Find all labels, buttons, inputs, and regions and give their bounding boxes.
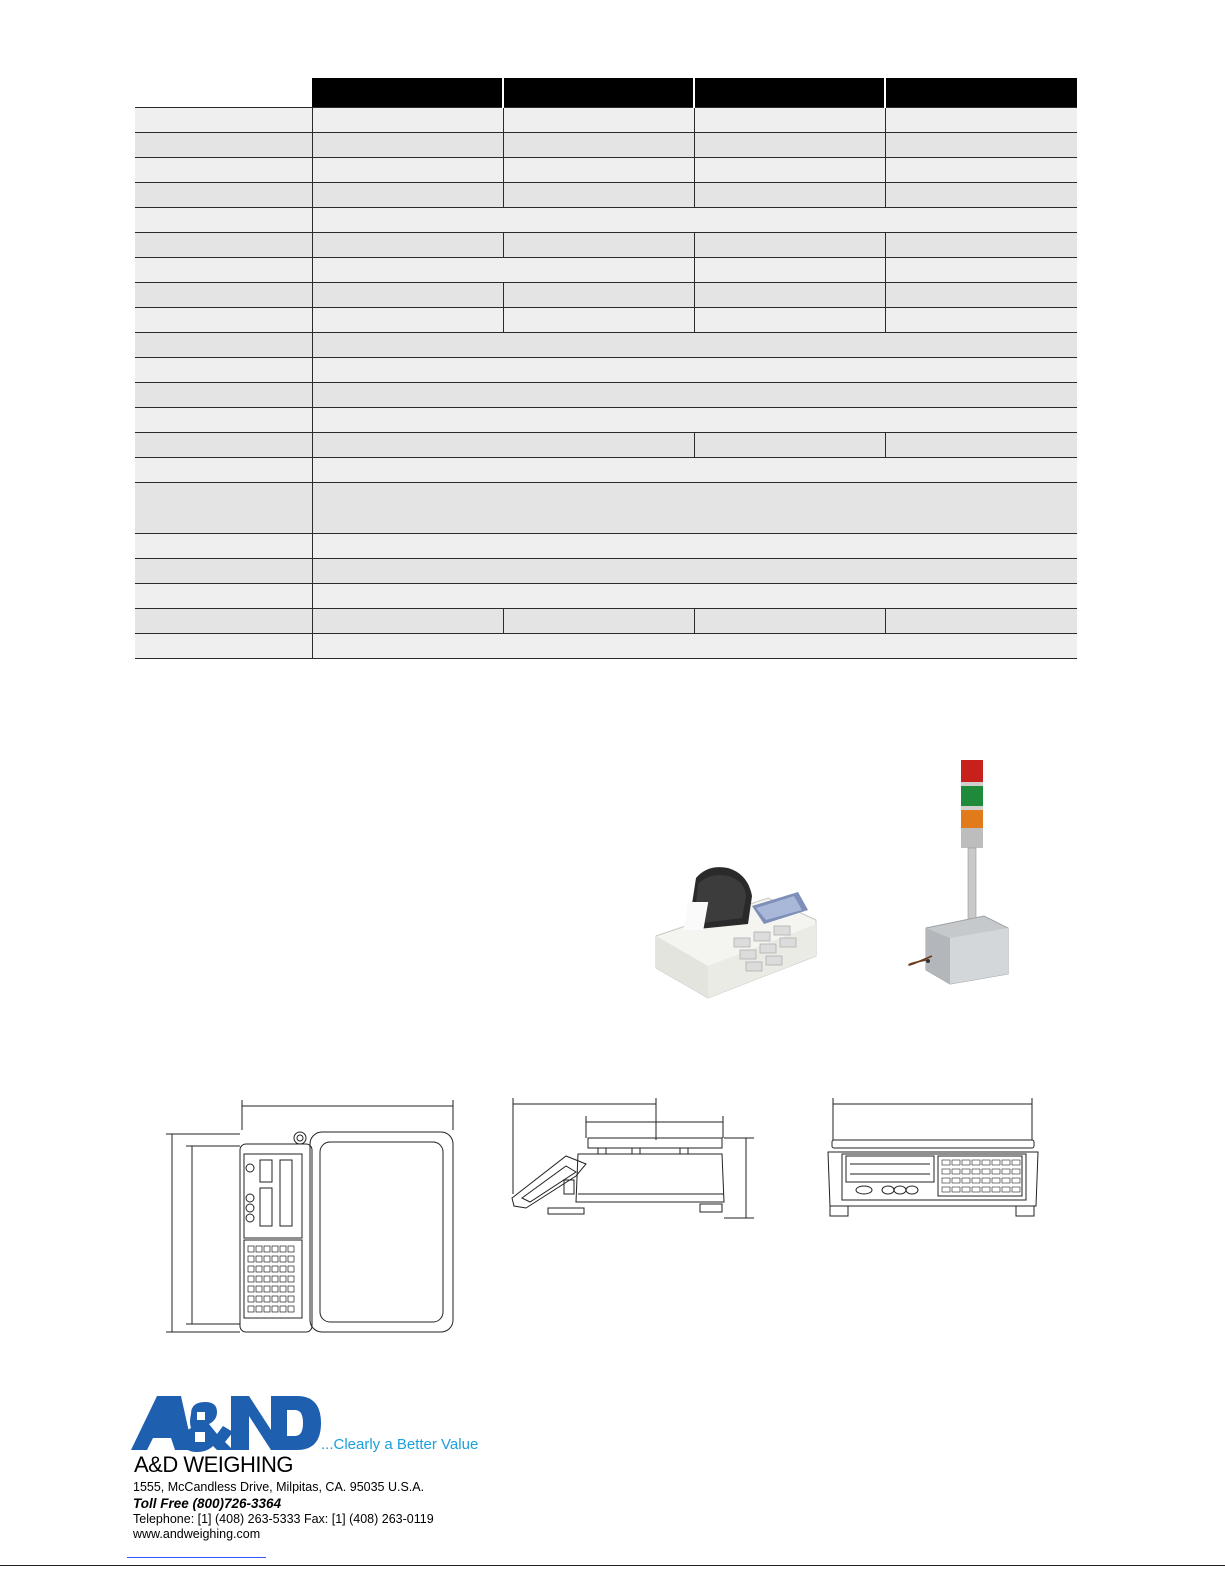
phone-fax: Telephone: [1] (408) 263-5333 Fax: [1] (408) 263-0119 (133, 1512, 434, 1526)
spec-row (135, 408, 1077, 433)
spec-row (135, 158, 1077, 183)
toll-free-number: Toll Free (800)726-3364 (133, 1496, 282, 1511)
company-name: A&D WEIGHING (134, 1452, 294, 1477)
spec-row (135, 208, 1077, 233)
spec-row (135, 308, 1077, 333)
spec-row (135, 584, 1077, 609)
spec-row (135, 333, 1077, 358)
spec-row (135, 183, 1077, 208)
spec-row (135, 383, 1077, 408)
tagline: ...Clearly a Better Value (321, 1436, 479, 1453)
spec-row (135, 233, 1077, 258)
spec-header-col (312, 78, 503, 108)
printer-photo (648, 858, 820, 1000)
spec-header-row (135, 78, 1077, 108)
spec-row (135, 283, 1077, 308)
spec-header-blank (135, 78, 312, 108)
spec-row (135, 108, 1077, 133)
spec-header-col (694, 78, 885, 108)
spec-row (135, 559, 1077, 584)
scale-top-view-drawing (160, 1094, 460, 1336)
link-underline (127, 1557, 266, 1558)
scale-side-view-drawing (506, 1094, 762, 1226)
website-link[interactable]: www.andweighing.com (133, 1527, 261, 1541)
and-logo (131, 1392, 321, 1454)
spec-table (135, 78, 1077, 659)
spec-header-col (885, 78, 1077, 108)
company-footer (131, 1392, 551, 1552)
signal-tower-photo (904, 756, 1014, 986)
spec-header-col (503, 78, 694, 108)
spec-row (135, 133, 1077, 158)
spec-row (135, 534, 1077, 559)
company-address: 1555, McCandless Drive, Milpitas, CA. 95035 U.S.A. (133, 1480, 425, 1494)
spec-row (135, 458, 1077, 483)
spec-row (135, 634, 1077, 659)
spec-row (135, 483, 1077, 534)
spec-row (135, 358, 1077, 383)
scale-front-view-drawing (820, 1094, 1046, 1226)
spec-row (135, 258, 1077, 283)
spec-row (135, 433, 1077, 458)
spec-row (135, 609, 1077, 634)
page-bottom-rule (0, 1565, 1225, 1566)
